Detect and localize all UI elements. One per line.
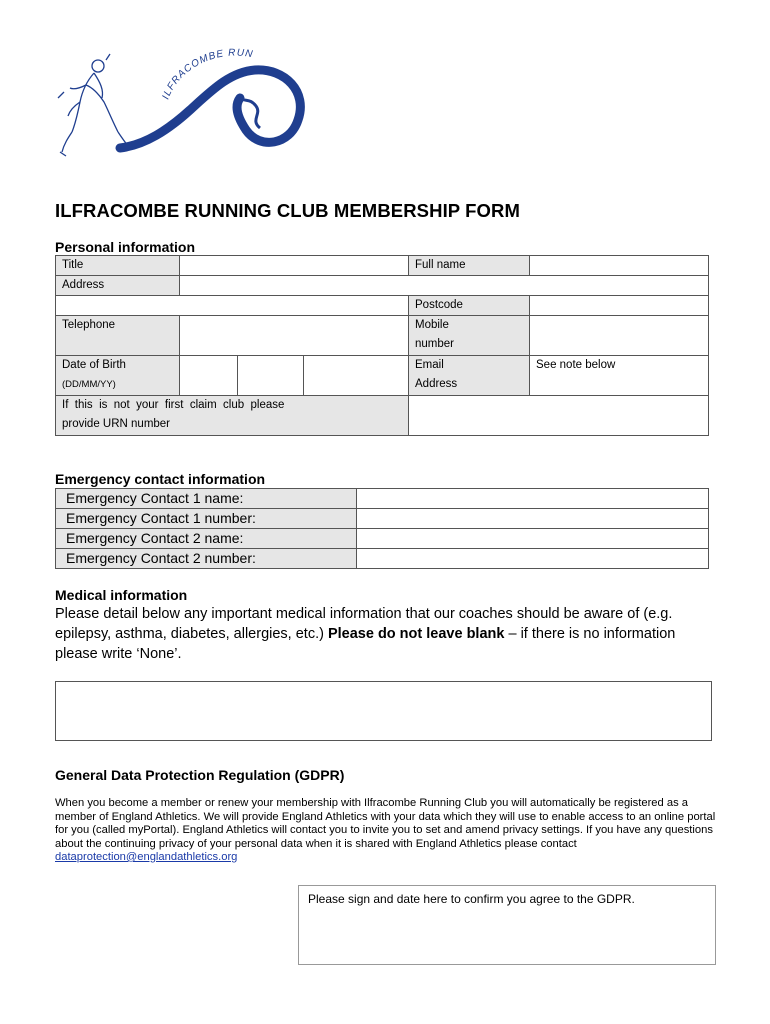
fullname-label: Full name (409, 256, 530, 276)
urn-label: If this is not your first claim club please provide URN number (56, 396, 409, 436)
dataprotection-email-link[interactable]: dataprotection@englandathletics.org (55, 851, 238, 863)
gdpr-text: When you become a member or renew your membership with Ilfracombe Running Club you will automatically be registered as a member of England Athletics. We will provide England Athletics with your data which they will use to enable access to an online portal for you (called myPortal). England Athletics will contact you to invite you to set and amend privacy settings. If you have any questions about the continuing privacy of your personal data when it is shared with England Athletics please contact dataprotection@englandathletics.org (55, 797, 716, 863)
emergency-1-number-label: Emergency Contact 1 number: (56, 509, 357, 529)
emergency-1-name-field[interactable] (357, 489, 709, 509)
title-label: Title (56, 256, 180, 276)
mobile-label: Mobile number (409, 316, 530, 356)
emergency-contact-table (55, 488, 709, 569)
address-label: Address (56, 276, 180, 296)
svg-text:ILFRACOMBE RUNNING CLUB (50, 40, 254, 101)
telephone-label: Telephone (56, 316, 180, 356)
personal-info-table (55, 255, 709, 436)
mobile-field[interactable] (530, 316, 709, 356)
dob-label: Date of Birth (DD/MM/YY) (56, 356, 180, 396)
email-label: Email Address (409, 356, 530, 396)
emergency-2-number-field[interactable] (357, 549, 709, 569)
medical-instructions: Please detail below any important medical information that our coaches should be aware of (e.g. epilepsy, asthma, diabetes, allergies, etc.) Please do not leave blank – if there is no information please write ‘None’. (55, 606, 676, 662)
emergency-2-name-label: Emergency Contact 2 name: (56, 529, 357, 549)
title-field[interactable] (180, 256, 409, 276)
gdpr-signature-box[interactable] (298, 885, 716, 965)
postcode-field[interactable] (530, 296, 709, 316)
postcode-label: Postcode (409, 296, 530, 316)
signature-instructions: Please sign and date here to confirm you agree to the GDPR. (308, 892, 635, 906)
emergency-2-name-field[interactable] (357, 529, 709, 549)
fullname-field[interactable] (530, 256, 709, 276)
page-title: ILFRACOMBE RUNNING CLUB MEMBERSHIP FORM (55, 200, 521, 221)
dob-year-field[interactable] (304, 356, 409, 396)
runner-icon (58, 54, 134, 156)
telephone-field[interactable] (180, 316, 409, 356)
medical-heading: Medical information (55, 587, 188, 603)
medical-info-field[interactable] (55, 681, 712, 741)
email-field[interactable] (530, 356, 709, 396)
emergency-1-number-field[interactable] (357, 509, 709, 529)
logo-text: ILFRACOMBE RUN (160, 47, 255, 102)
address-field-line2[interactable] (56, 296, 409, 316)
gdpr-heading: General Data Protection Regulation (GDPR) (55, 767, 345, 783)
personal-heading: Personal information (55, 239, 196, 255)
emergency-heading: Emergency contact information (55, 471, 266, 487)
urn-field[interactable] (409, 396, 709, 436)
address-field[interactable] (180, 276, 709, 296)
logo-swoosh (120, 70, 300, 148)
dob-month-field[interactable] (238, 356, 304, 396)
club-logo (50, 40, 310, 165)
emergency-2-number-label: Emergency Contact 2 number: (56, 549, 357, 569)
email-note: See note below (536, 359, 616, 371)
emergency-1-name-label: Emergency Contact 1 name: (56, 489, 357, 509)
dob-day-field[interactable] (180, 356, 238, 396)
